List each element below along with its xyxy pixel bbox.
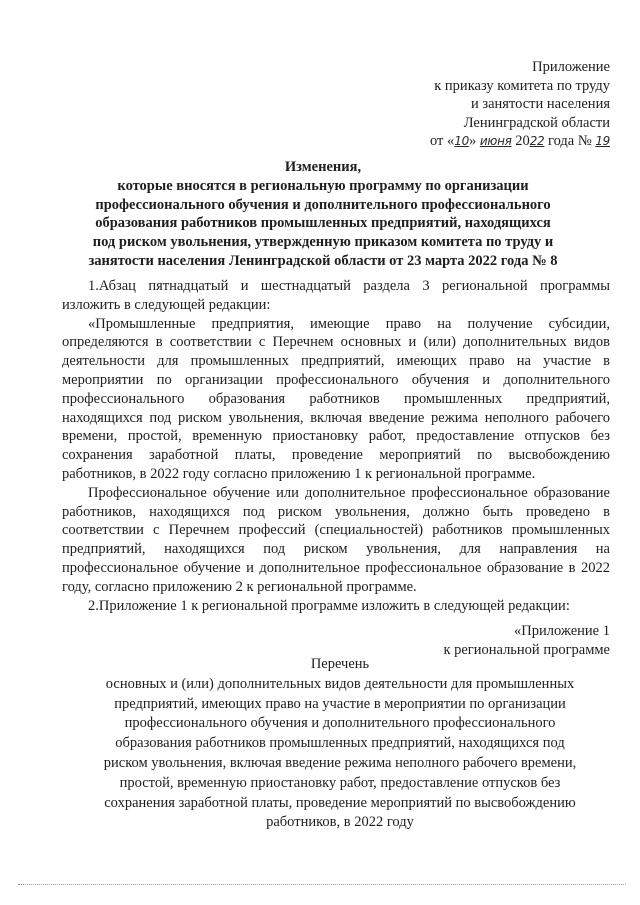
date-prefix: от « bbox=[429, 133, 455, 149]
appendix-header bbox=[330, 58, 610, 151]
scan-edge-divider bbox=[18, 884, 626, 885]
list-title-line: работников, в 2022 году bbox=[266, 814, 414, 831]
annex-line: к региональной программе bbox=[443, 641, 610, 658]
list-title-line: сохранения заработной платы, проведение мероприятий по высвобождению bbox=[104, 794, 576, 811]
handwritten-month: июня bbox=[479, 134, 512, 148]
list-title-line: образования работников промышленных предприятий, находящихся под bbox=[115, 735, 565, 752]
appendix-line: Ленинградской области bbox=[463, 114, 610, 131]
title-line: занятости населения Ленинградской области от 23 марта 2022 года № 8 bbox=[88, 252, 558, 269]
annex-header bbox=[443, 622, 610, 659]
list-title-line: простой, временную приостановку работ, предоставление отпусков без bbox=[119, 774, 561, 791]
list-title-line: основных и (или) дополнительных видов деятельности для промышленных bbox=[105, 675, 575, 692]
list-title-line: предприятий, имеющих право на участие в мероприятии по организации bbox=[114, 695, 566, 712]
title-line: профессионального обучения и дополнительного профессионального bbox=[95, 196, 551, 213]
list-title-line: риском увольнения, включая введение режима неполного рабочего времени, bbox=[103, 754, 577, 771]
number-label: года № bbox=[544, 133, 596, 149]
list-title-line: Перечень bbox=[310, 656, 370, 672]
annex-line: «Приложение 1 bbox=[514, 623, 610, 639]
paragraph: 2.Приложение 1 к региональной программе изложить в следующей редакции: bbox=[88, 597, 570, 614]
paragraph: «Промышленные предприятия, имеющие право на получение субсидии, определяются в соответствии с Перечнем основных и (или) дополнительных видов деятельности для промышленных предприятий, имеющих право на участие в мероприятии по организации профессионального обучения и дополнительного профессионального образования работников промышленных предприятий, находящихся под риском увольнения, включая введение режима неполного рабочего времени, простой, временную приостановку работ, предоставление отпусков без сохранения заработной платы, проведение мероприятий по высвобождению работников, в 2022 году согласно приложению 1 к региональной программе. bbox=[62, 315, 610, 482]
document-body bbox=[62, 277, 610, 615]
appendix-date-line bbox=[330, 132, 610, 151]
handwritten-year: 22 bbox=[529, 134, 545, 148]
appendix-line: Приложение bbox=[532, 59, 610, 75]
title-line: под риском увольнения, утвержденную приказом комитета по труду и bbox=[92, 234, 554, 251]
paragraph: 1.Абзац пятнадцатый и шестнадцатый раздела 3 региональной программы изложить в следующей редакции: bbox=[62, 278, 610, 313]
handwritten-number: 19 bbox=[595, 134, 610, 148]
title-line: Изменения, bbox=[284, 159, 362, 175]
appendix-line: и занятости населения bbox=[471, 96, 610, 112]
list-title bbox=[90, 655, 590, 833]
paragraph: Профессиональное обучение или дополнительное профессиональное образование работников, находящихся под риском увольнения, должно быть проведено в соответствии с Перечнем профессий (специальностей) работников промышленных предприятий, находящихся под риском увольнения, для направления на профессиональное обучение и дополнительное профессиональное образование в 2022 году, согласно приложению 2 к региональной программе. bbox=[62, 484, 610, 595]
handwritten-day: 10 bbox=[454, 134, 469, 148]
document-title bbox=[62, 158, 584, 271]
date-mid: » bbox=[468, 133, 480, 149]
title-line: образования работников промышленных предприятий, находящихся bbox=[95, 215, 551, 232]
year-prefix: 20 bbox=[511, 133, 530, 149]
title-line: которые вносятся в региональную программу по организации bbox=[117, 177, 529, 194]
appendix-line: к приказу комитета по труду bbox=[434, 77, 610, 94]
list-title-line: профессионального обучения и дополнительного профессионального bbox=[124, 715, 556, 732]
